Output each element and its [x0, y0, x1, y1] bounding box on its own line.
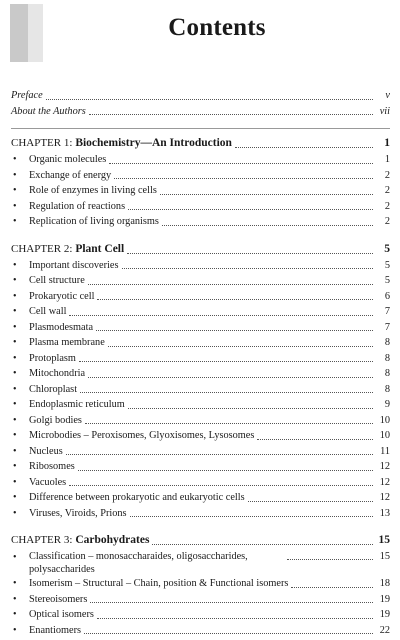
table-of-contents: [11, 88, 390, 638]
toc-entry[interactable]: [29, 576, 390, 592]
toc-entry[interactable]: [29, 413, 390, 429]
toc-entry[interactable]: [29, 289, 390, 305]
dot-leader: [162, 225, 373, 226]
dot-leader: [88, 377, 373, 378]
dot-leader: [80, 392, 373, 393]
toc-page-number: 5: [384, 259, 390, 271]
toc-entry[interactable]: [29, 304, 390, 320]
dot-leader: [127, 253, 373, 254]
dot-leader: [114, 178, 373, 179]
chapter-prefix: CHAPTER 1:: [11, 137, 73, 149]
toc-entry[interactable]: [29, 382, 390, 398]
toc-front-matter-row[interactable]: [11, 88, 390, 104]
chapter-title: Biochemistry—An Introduction: [75, 137, 232, 149]
toc-entry-label: • Isomerism – Structural – Chain, position & Functional isomers: [29, 578, 289, 589]
toc-entry-label: • Organic molecules: [29, 154, 107, 165]
toc-entry[interactable]: [29, 592, 390, 608]
toc-entry[interactable]: [29, 623, 390, 639]
dot-leader: [69, 315, 373, 316]
toc-page-number: 2: [384, 200, 390, 212]
dot-leader: [128, 209, 373, 210]
toc-entry-label: • Microbodies – Peroxisomes, Glyoxisomes, Lysosomes: [29, 430, 255, 441]
toc-entry[interactable]: [29, 490, 390, 506]
dot-leader: [79, 361, 373, 362]
toc-chapter-heading[interactable]: [11, 532, 390, 549]
toc-entry[interactable]: [29, 549, 390, 576]
toc-entry-label: • Vacuoles: [29, 476, 67, 488]
toc-entry-label: • Regulation of reactions: [29, 200, 126, 212]
dot-leader: [84, 633, 373, 634]
toc-entry-label: • Protoplasm: [29, 352, 76, 364]
toc-entry-label: • Ribosomes: [29, 461, 75, 472]
toc-page-number: 12: [379, 461, 390, 472]
toc-entry-label: • Plasma membrane: [29, 337, 105, 348]
dot-leader: [96, 330, 373, 331]
dot-leader: [90, 602, 373, 603]
dot-leader: [109, 163, 373, 164]
chapter-title: Plant Cell: [75, 242, 125, 255]
dot-leader: [78, 470, 373, 471]
toc-entry[interactable]: [29, 506, 390, 522]
toc-page-number: 7: [384, 321, 390, 333]
toc-entry[interactable]: [29, 366, 390, 382]
toc-entry[interactable]: [29, 351, 390, 367]
toc-page-number: 8: [384, 337, 390, 348]
toc-page-number: 8: [384, 352, 390, 364]
dot-leader: [97, 299, 373, 300]
toc-page-number: 7: [384, 306, 390, 317]
toc-entry-label: • Role of enzymes in living cells: [29, 185, 157, 196]
dot-leader: [152, 544, 373, 545]
toc-page-number: 5: [384, 275, 390, 286]
toc-page-number: v: [385, 90, 390, 101]
dot-leader: [66, 454, 373, 455]
toc-entry-label: • Important discoveries: [29, 259, 119, 271]
dot-leader: [130, 516, 373, 517]
dot-leader: [160, 194, 373, 195]
dot-leader: [85, 423, 373, 424]
dot-leader: [97, 618, 373, 619]
section-divider: [11, 128, 390, 129]
toc-entry[interactable]: [29, 397, 390, 413]
dot-leader: [257, 439, 373, 440]
toc-page-number: 8: [384, 383, 390, 395]
toc-entry[interactable]: [29, 459, 390, 475]
toc-page-number: 10: [379, 430, 390, 441]
toc-page-number: 2: [384, 169, 390, 181]
toc-page-number: 9: [384, 399, 390, 410]
toc-entry-label: • Cell wall: [29, 306, 67, 317]
page-title: Contents: [168, 14, 266, 41]
toc-front-matter-row[interactable]: [11, 104, 390, 120]
toc-page-number: 15: [379, 551, 390, 562]
chapter-title: Carbohydrates: [75, 534, 150, 546]
dot-leader: [108, 346, 373, 347]
toc-page-number: 8: [384, 368, 390, 379]
toc-page-number: 2: [384, 185, 390, 196]
toc-entry[interactable]: [29, 273, 390, 289]
toc-entry-label: • Mitochondria: [29, 368, 86, 379]
toc-entry-label: • Viruses, Viroids, Prions: [29, 507, 127, 519]
dot-leader: [287, 559, 373, 560]
toc-entry[interactable]: [29, 214, 390, 230]
dot-leader: [69, 485, 373, 486]
dot-leader: [122, 268, 374, 269]
toc-entry[interactable]: [29, 475, 390, 491]
toc-entry[interactable]: [29, 152, 390, 168]
toc-page-number: 12: [379, 476, 390, 488]
dot-leader: [46, 99, 373, 100]
toc-chapter-heading[interactable]: [11, 241, 390, 258]
toc-entry-label: • Stereoisomers: [29, 593, 88, 605]
dot-leader: [235, 147, 373, 148]
toc-page-number: 18: [379, 578, 390, 589]
toc-entry-label: • Nucleus: [29, 445, 63, 457]
toc-entry-label: • Exchange of energy: [29, 169, 112, 181]
dot-leader: [291, 587, 373, 588]
toc-entry[interactable]: [29, 258, 390, 274]
toc-entry[interactable]: [29, 168, 390, 184]
toc-page-number: 13: [379, 507, 390, 519]
toc-front-label: About the Authors: [11, 105, 86, 117]
toc-entry[interactable]: [29, 335, 390, 351]
toc-page-number: vii: [379, 105, 390, 117]
toc-page-number: 2: [384, 216, 390, 227]
toc-page-number: 1: [384, 154, 390, 165]
toc-entry[interactable]: [29, 183, 390, 199]
toc-front-label: Preface: [11, 90, 43, 101]
chapter-prefix: CHAPTER 3:: [11, 534, 73, 546]
toc-page-number: 19: [379, 593, 390, 605]
chapter-prefix: CHAPTER 2:: [11, 242, 73, 255]
dot-leader: [248, 501, 373, 502]
toc-page-number: 10: [379, 414, 390, 426]
toc-entry[interactable]: [29, 199, 390, 215]
toc-entry-label: • Enantiomers: [29, 624, 82, 636]
dot-leader: [128, 408, 373, 409]
dot-leader: [88, 284, 373, 285]
toc-page-number: 15: [378, 534, 390, 546]
dot-leader: [89, 114, 373, 115]
toc-entry-label: • Golgi bodies: [29, 414, 82, 426]
toc-page-number: 19: [379, 609, 390, 620]
toc-entry-label: • Classification – monosaccharaides, oligosaccharides, polysaccharides: [29, 551, 248, 575]
toc-page-number: 5: [384, 242, 390, 255]
toc-entry-label: • Chloroplast: [29, 383, 78, 395]
toc-entry[interactable]: [29, 428, 390, 444]
toc-page-number: 6: [384, 290, 390, 302]
toc-page-number: 1: [384, 137, 390, 149]
toc-entry-label: • Cell structure: [29, 275, 85, 286]
toc-entry-label: • Difference between prokaryotic and eukaryotic cells: [29, 492, 245, 503]
toc-entry[interactable]: [29, 320, 390, 336]
toc-entry[interactable]: [29, 444, 390, 460]
toc-page-number: 22: [379, 624, 390, 636]
toc-entry-label: • Endoplasmic reticulum: [29, 399, 125, 410]
toc-page-number: 12: [379, 492, 390, 503]
toc-entry-label: • Replication of living organisms: [29, 216, 159, 227]
toc-page-number: 11: [380, 445, 390, 457]
toc-entry-label: • Plasmodesmata: [29, 321, 94, 333]
toc-entry-label: • Optical isomers: [29, 609, 94, 620]
toc-entry[interactable]: [29, 607, 390, 623]
toc-chapter-heading[interactable]: [11, 135, 390, 152]
toc-entry-label: • Prokaryotic cell: [29, 290, 95, 302]
